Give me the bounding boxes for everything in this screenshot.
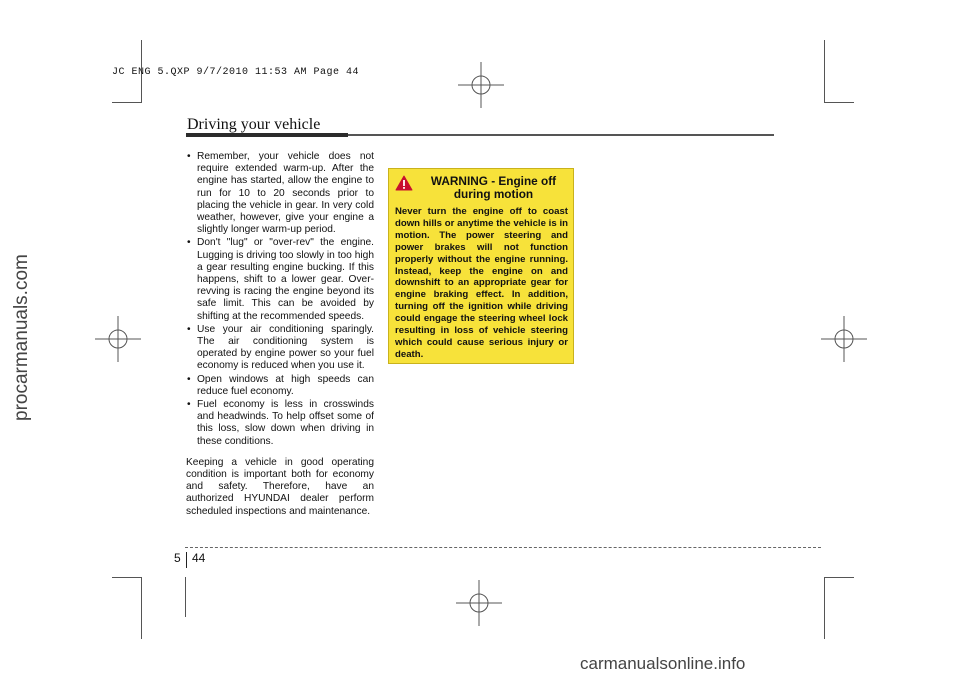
crop-mark-bottom-right-v xyxy=(824,577,825,639)
side-watermark: procarmanuals.com xyxy=(11,254,32,421)
registration-mark-bottom-icon xyxy=(456,580,502,626)
registration-mark-right-icon xyxy=(821,316,867,362)
warning-header xyxy=(395,175,568,200)
warning-title: WARNING - Engine off during motion xyxy=(430,174,557,201)
list-item: • Open windows at high speeds can reduce fuel economy. xyxy=(186,374,374,398)
footer-divider xyxy=(186,552,187,568)
warning-text: Never turn the engine off to coast down hills or anytime the vehicle is in motion. The power steering and power brakes will not function properly without the engine running. Instead, keep the engine on and downshift to an appropriate gear for engine braking effect. In addition, turning off the ignition while driving could engage the steering wheel lock resulting in loss of vehicle steering which could cause serious injury or death. xyxy=(395,206,568,360)
bottom-watermark: carmanualsonline.info xyxy=(580,654,746,673)
body-text-column xyxy=(186,151,374,518)
crop-mark-top-right-v xyxy=(824,40,825,102)
crop-mark-bottom-left-h xyxy=(112,577,142,578)
list-item: • Don't "lug" or "over-rev" the engine. Lugging is driving too slowly in too high a gear resulting engine bucking. If this happens, shift to a lower gear. Over-revving is racing the engine beyond its safe limit. This can be avoided by shifting at the recommended speeds. xyxy=(186,237,374,322)
warning-triangle-icon xyxy=(395,175,413,191)
crop-mark-top-left-h xyxy=(112,102,142,103)
section-number: 5 xyxy=(174,551,181,565)
crop-mark-bottom-right-h xyxy=(824,577,854,578)
header-rule-dark xyxy=(186,133,348,137)
footer-rule xyxy=(185,547,821,548)
warning-box xyxy=(388,168,574,364)
registration-mark-left-icon xyxy=(95,316,141,362)
tips-list xyxy=(186,151,374,448)
maintenance-paragraph: Keeping a vehicle in good operating condition is important both for economy and safety. Therefore, have an authorized HYUNDAI dealer perform scheduled inspections and maintenance. xyxy=(186,456,374,517)
header-rule xyxy=(348,134,774,136)
list-item: • Use your air conditioning sparingly. The air conditioning system is operated by engine power so your fuel economy is reduced when you use it. xyxy=(186,324,374,373)
list-item: • Remember, your vehicle does not require extended warm-up. After the engine has started, allow the engine to run for 10 to 20 seconds prior to placing the vehicle in gear. In very cold weather, however, give your engine a slightly longer warm-up period. xyxy=(186,151,374,236)
crop-mark-top-right-h xyxy=(824,102,854,103)
list-item: • Fuel economy is less in crosswinds and headwinds. To help offset some of this loss, slow down when driving in these conditions. xyxy=(186,399,374,448)
crop-mark-bottom-left-v xyxy=(141,577,142,639)
crop-mark-bottom-mid xyxy=(185,577,186,617)
registration-mark-top-icon xyxy=(458,62,504,108)
section-header-title: Driving your vehicle xyxy=(187,116,321,133)
print-slug: JC ENG 5.QXP 9/7/2010 11:53 AM Page 44 xyxy=(112,67,360,78)
page-number: 44 xyxy=(192,551,206,565)
